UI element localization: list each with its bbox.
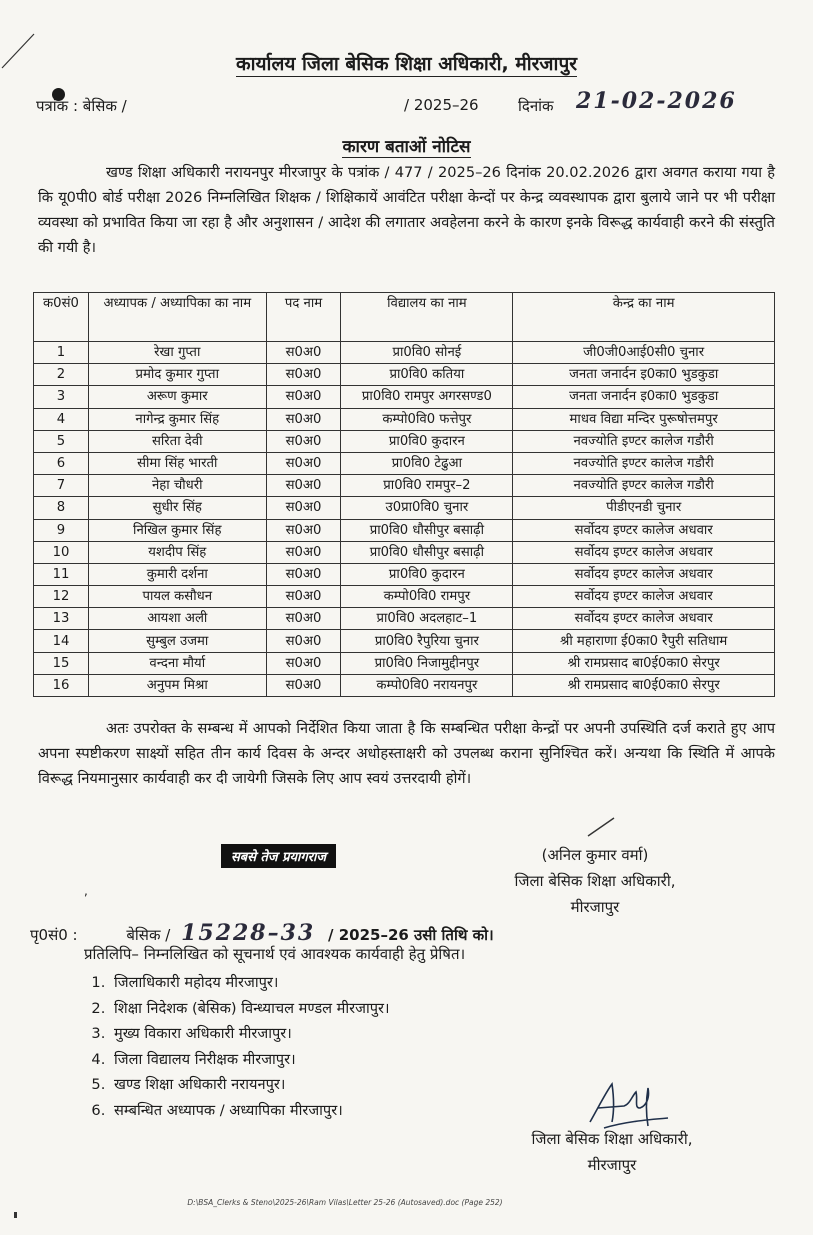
cell-col-serial: 16 (34, 674, 89, 696)
table-row (34, 563, 775, 585)
table-row (34, 342, 775, 364)
cell-col-school: प्रा0वि0 कुदारन (341, 563, 513, 585)
pr-label: पृ0सं0 : (30, 926, 78, 944)
cell-col-school: कम्पो0वि0 फत्तेपुर (341, 408, 513, 430)
cell-col-school: प्रा0वि0 रामपुर अगरसण्ड0 (341, 386, 513, 408)
cell-col-serial: 1 (34, 342, 89, 364)
cell-col-teacher-name: पायल कसौधन (88, 586, 266, 608)
date-label: दिनांक (518, 97, 554, 115)
header-col-centre: केन्द्र का नाम (513, 293, 775, 342)
table-row (34, 408, 775, 430)
cell-col-teacher-name: वन्दना मौर्या (88, 652, 266, 674)
cell-col-centre: सर्वोदय इण्टर कालेज अधवार (513, 541, 775, 563)
cell-col-centre: जी0जी0आई0सी0 चुनार (513, 342, 775, 364)
cell-col-centre: श्री रामप्रसाद बा0ई0का0 सेरपुर (513, 674, 775, 696)
copy-list-item: 3. मुख्य विकारा अधिकारी मीरजापुर। (110, 1021, 390, 1047)
stray-mark: , (84, 884, 88, 898)
cell-col-school: कम्पो0वि0 रामपुर (341, 586, 513, 608)
cell-col-designation: स0अ0 (266, 674, 341, 696)
copy-list-item: 6. सम्बन्धित अध्यापक / अध्यापिका मीरजापुर। (110, 1098, 390, 1124)
cell-col-teacher-name: कुमारी दर्शना (88, 563, 266, 585)
cell-col-school: उ0प्रा0वि0 चुनार (341, 497, 513, 519)
cell-col-serial: 6 (34, 452, 89, 474)
header-col-designation: पद नाम (266, 293, 341, 342)
cell-col-serial: 14 (34, 630, 89, 652)
office-title: कार्यालय जिला बेसिक शिक्षा अधिकारी, मीरजापुर (235, 53, 578, 75)
table-row (34, 364, 775, 386)
copy-list (84, 970, 390, 1123)
cell-col-centre: नवज्योति इण्टर कालेज गडौरी (513, 452, 775, 474)
table-body (34, 342, 775, 697)
copy-list-item: 2. शिक्षा निदेशक (बेसिक) विन्ध्याचल मण्डल मीरजापुर। (110, 996, 390, 1022)
notice-title: कारण बताओं नोटिस (342, 137, 471, 157)
cell-col-centre: जनता जनार्दन इ0का0 भुडकुडा (513, 386, 775, 408)
cell-col-designation: स0अ0 (266, 586, 341, 608)
cell-col-designation: स0अ0 (266, 430, 341, 452)
cell-col-designation: स0अ0 (266, 452, 341, 474)
cell-col-teacher-name: सुम्बुल उजमा (88, 630, 266, 652)
signature-block (480, 842, 710, 920)
date-handwritten: 21-02-2026 (576, 88, 737, 114)
cell-col-school: प्रा0वि0 धौसीपुर बसाढ़ी (341, 541, 513, 563)
copy-list-item: 5. खण्ड शिक्षा अधिकारी नरायनपुर। (110, 1072, 390, 1098)
pr-suffix: / 2025–26 उसी तिथि को। (328, 926, 494, 944)
cell-col-teacher-name: अरूण कुमार (88, 386, 266, 408)
cell-col-centre: सर्वोदय इण्टर कालेज अधवार (513, 519, 775, 541)
cell-col-school: प्रा0वि0 टेढुआ (341, 452, 513, 474)
footer-file-path: D:\BSA_Clerks & Steno\2025-26\Ram Vilas\Letter 25-26 (Autosaved).doc (Page 252) (187, 1198, 503, 1207)
table-row (34, 586, 775, 608)
cell-col-serial: 2 (34, 364, 89, 386)
pr-handwritten: 15228–33 (181, 920, 316, 946)
table-row (34, 519, 775, 541)
cell-col-teacher-name: यशदीप सिंह (88, 541, 266, 563)
cell-col-centre: जनता जनार्दन इ0का0 भुडकुडा (513, 364, 775, 386)
cell-col-designation: स0अ0 (266, 386, 341, 408)
cell-col-centre: नवज्योति इण्टर कालेज गडौरी (513, 475, 775, 497)
header-col-school: विद्यालय का नाम (341, 293, 513, 342)
cell-col-centre: पीडीएनडी चुनार (513, 497, 775, 519)
cell-col-teacher-name: निखिल कुमार सिंह (88, 519, 266, 541)
cell-col-school: कम्पो0वि0 नरायनपुर (341, 674, 513, 696)
table-row (34, 630, 775, 652)
cell-col-designation: स0अ0 (266, 630, 341, 652)
cell-col-serial: 3 (34, 386, 89, 408)
cell-col-serial: 13 (34, 608, 89, 630)
cell-col-designation: स0अ0 (266, 475, 341, 497)
notice-intro: खण्ड शिक्षा अधिकारी नरायनपुर मीरजापुर के पत्रांक / 477 / 2025–26 दिनांक 20.02.2026 द्वारा अवगत कराया गया है कि यू0पी0 बोर्ड परीक्षा 2026 निम्नलिखित शिक्षक / शिक्षिकायें आवंटित परीक्षा केन्दों पर केन्द्र व्यवस्थापक द्वारा बुलाये जाने पर भी परीक्षा व्यवस्था को प्रभावित किया जा रहा है और अनुशासन / आदेश की लगातार अवहेलना करने के कारण इनके विरूद्ध कार्यवाही करने की संस्तुति की गयी है। (38, 164, 775, 256)
cell-col-centre: सर्वोदय इण्टर कालेज अधवार (513, 586, 775, 608)
reference-label: पत्रांक : बेसिक / (36, 97, 127, 115)
notice-conclusion: अतः उपरोक्त के सम्बन्ध में आपको निर्देशित किया जाता है कि सम्बन्धित परीक्षा केन्द्रों पर अपनी उपस्थिति दर्ज कराते हुए आप अपना स्पष्टीकरण साक्ष्यों सहित तीन कार्य दिवस के अन्दर अधोहस्ताक्षरी को उपलब्ध कराना सुनिश्चित करें। अन्यथा कि स्थिति में आपके विरूद्ध नियमानुसार कार्यवाही कर दी जायेगी जिसके लिए आप स्वयं उत्तरदायी होगें। (38, 720, 775, 787)
table-row (34, 452, 775, 474)
cell-col-serial: 15 (34, 652, 89, 674)
cell-col-serial: 12 (34, 586, 89, 608)
table-row (34, 475, 775, 497)
signature-tick (586, 816, 616, 838)
table-row (34, 674, 775, 696)
cell-col-teacher-name: सुधीर सिंह (88, 497, 266, 519)
cell-col-serial: 10 (34, 541, 89, 563)
cell-col-serial: 5 (34, 430, 89, 452)
cell-col-designation: स0अ0 (266, 342, 341, 364)
cell-col-serial: 9 (34, 519, 89, 541)
cell-col-centre: नवज्योति इण्टर कालेज गडौरी (513, 430, 775, 452)
bottom-place: मीरजापुर (587, 1156, 637, 1174)
page-mark (14, 1212, 17, 1218)
cell-col-serial: 7 (34, 475, 89, 497)
cell-col-school: प्रा0वि0 सोनई (341, 342, 513, 364)
table-row (34, 652, 775, 674)
signatory-place: मीरजापुर (570, 898, 620, 916)
pr-prefix: बेसिक / (126, 926, 171, 944)
staff-table (33, 292, 775, 697)
table-row (34, 608, 775, 630)
cell-col-serial: 4 (34, 408, 89, 430)
cell-col-designation: स0अ0 (266, 408, 341, 430)
cell-col-school: प्रा0वि0 कुदारन (341, 430, 513, 452)
bottom-signature-block (492, 1126, 732, 1178)
cell-col-centre: श्री रामप्रसाद बा0ई0का0 सेरपुर (513, 652, 775, 674)
table-header-row (34, 293, 775, 342)
cell-col-centre: श्री महाराणा ई0का0 रैपुरी सतिधाम (513, 630, 775, 652)
page-reference-row (30, 920, 494, 946)
cell-col-serial: 11 (34, 563, 89, 585)
table-row (34, 497, 775, 519)
cell-col-teacher-name: नागेन्द्र कुमार सिंह (88, 408, 266, 430)
cell-col-centre: सर्वोदय इण्टर कालेज अधवार (513, 563, 775, 585)
cell-col-teacher-name: सीमा सिंह भारती (88, 452, 266, 474)
cell-col-school: प्रा0वि0 धौसीपुर बसाढ़ी (341, 519, 513, 541)
cell-col-teacher-name: रेखा गुप्ता (88, 342, 266, 364)
cell-col-centre: सर्वोदय इण्टर कालेज अधवार (513, 608, 775, 630)
copy-intro: प्रतिलिपि– निम्नलिखित को सूचनार्थ एवं आवश्यक कार्यवाही हेतु प्रेषित। (84, 945, 466, 963)
copy-list-item: 1. जिलाधिकारी महोदय मीरजापुर। (110, 970, 390, 996)
cell-col-school: प्रा0वि0 अदलहाट–1 (341, 608, 513, 630)
cell-col-designation: स0अ0 (266, 497, 341, 519)
table-row (34, 541, 775, 563)
copy-list-item: 4. जिला विद्यालय निरीक्षक मीरजापुर। (110, 1047, 390, 1073)
reference-year: / 2025–26 (404, 96, 479, 114)
signatory-name: (अनिल कुमार वर्मा) (541, 846, 649, 864)
cell-col-designation: स0अ0 (266, 519, 341, 541)
stamp-badge: सबसे तेज प्रयागराज (221, 844, 336, 868)
cell-col-school: प्रा0वि0 रैपुरिया चुनार (341, 630, 513, 652)
cell-col-school: प्रा0वि0 निजामुद्दीनपुर (341, 652, 513, 674)
cell-col-teacher-name: अनुपम मिश्रा (88, 674, 266, 696)
cell-col-teacher-name: प्रमोद कुमार गुप्ता (88, 364, 266, 386)
table-row (34, 430, 775, 452)
cell-col-centre: माधव विद्या मन्दिर पुरूषोत्तमपुर (513, 408, 775, 430)
bottom-designation: जिला बेसिक शिक्षा अधिकारी, (531, 1130, 693, 1148)
cell-col-designation: स0अ0 (266, 608, 341, 630)
cell-col-designation: स0अ0 (266, 563, 341, 585)
header-col-teacher-name: अध्यापक / अध्यापिका का नाम (88, 293, 266, 342)
signatory-designation: जिला बेसिक शिक्षा अधिकारी, (514, 872, 676, 890)
cell-col-designation: स0अ0 (266, 541, 341, 563)
header-col-serial: क0सं0 (34, 293, 89, 342)
cell-col-teacher-name: सरिता देवी (88, 430, 266, 452)
cell-col-designation: स0अ0 (266, 364, 341, 386)
cell-col-school: प्रा0वि0 कतिया (341, 364, 513, 386)
table-row (34, 386, 775, 408)
cell-col-teacher-name: नेहा चौधरी (88, 475, 266, 497)
cell-col-school: प्रा0वि0 रामपुर–2 (341, 475, 513, 497)
cell-col-serial: 8 (34, 497, 89, 519)
cell-col-designation: स0अ0 (266, 652, 341, 674)
cell-col-teacher-name: आयशा अली (88, 608, 266, 630)
